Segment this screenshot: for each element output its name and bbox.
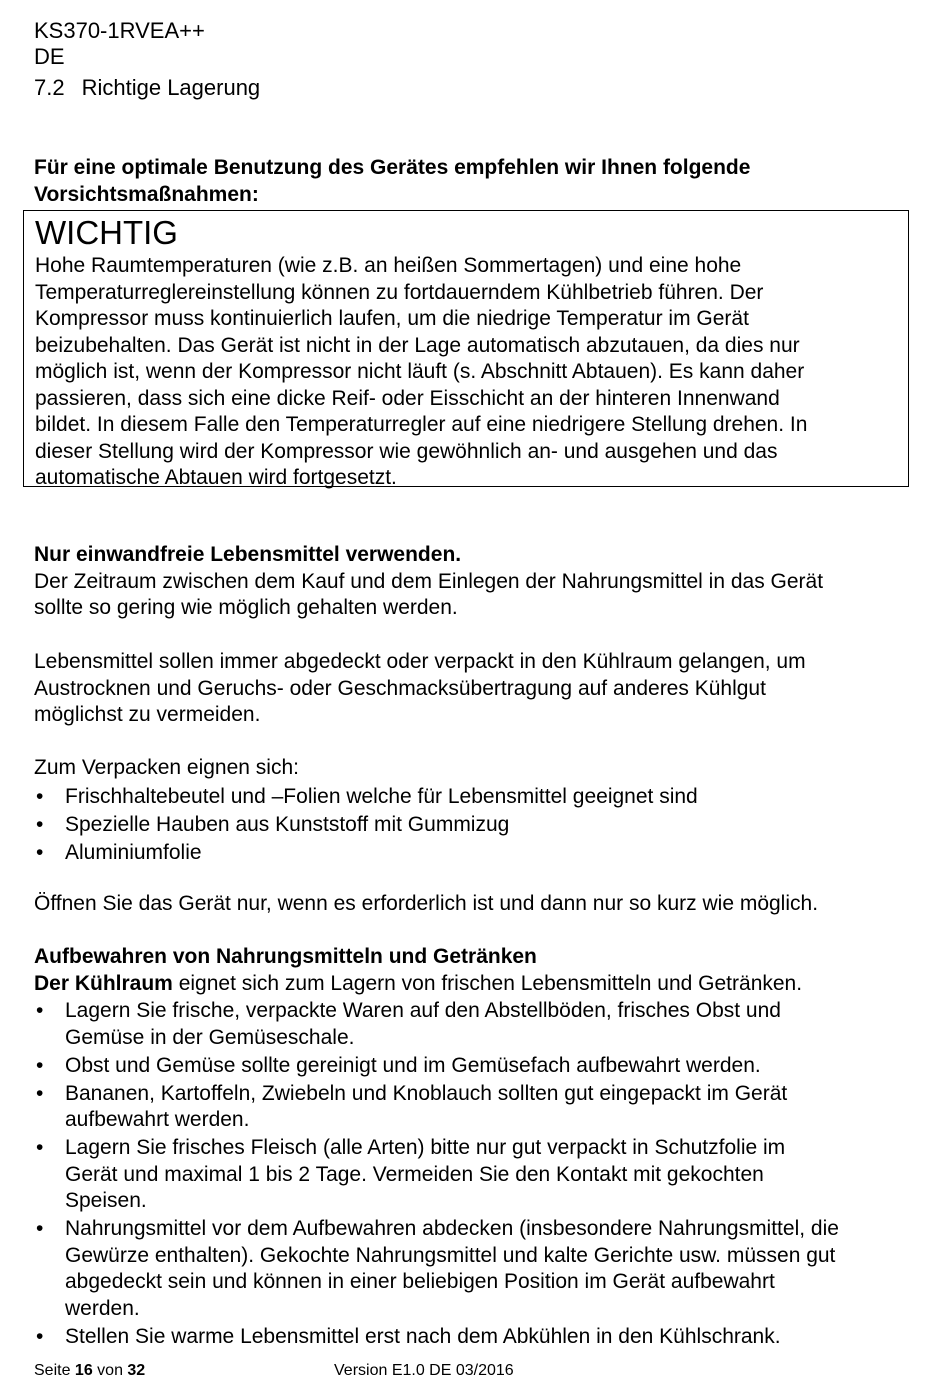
list-item-text: Nahrungsmittel vor dem Aufbewahren abdecken (insbesondere Nahrungsmittel, die: [65, 1217, 839, 1240]
storage-heading: Aufbewahren von Nahrungsmitteln und Getränken: [34, 945, 537, 968]
list-item: [34, 1324, 924, 1351]
warning-line: Temperaturreglereinstellung können zu fortdauerndem Kühlbetrieb führen. Der: [35, 280, 764, 304]
list-item: [34, 998, 924, 1051]
bullet-icon: •: [36, 812, 44, 836]
page-current: 16: [74, 1362, 93, 1379]
bullet-icon: •: [36, 1081, 44, 1105]
warning-title: WICHTIG: [35, 214, 178, 251]
warning-line: möglich ist, wenn der Kompressor nicht läuft (s. Abschnitt Abtauen). Es kann daher: [35, 360, 805, 383]
list-item-text: Stellen Sie warme Lebensmittel erst nach dem Abkühlen in den Kühlschrank.: [65, 1324, 781, 1348]
food-heading: Nur einwandfreie Lebensmittel verwenden.: [34, 543, 462, 566]
packing-block: [34, 755, 914, 866]
list-item-text: Gemüse in der Gemüseschale.: [65, 1025, 355, 1049]
food-para1-line: sollte so gering wie möglich gehalten werden.: [34, 596, 458, 619]
section-heading: [34, 75, 260, 101]
bullet-icon: •: [36, 1136, 44, 1159]
open-note: Öffnen Sie das Gerät nur, wenn es erforderlich ist und dann nur so kurz wie möglich.: [34, 892, 819, 915]
food-para2-line: Lebensmittel sollen immer abgedeckt oder verpackt in den Kühlraum gelangen, um: [34, 650, 806, 673]
warning-line: dieser Stellung wird der Kompressor wie gewöhnlich an- und ausgehen und das: [35, 439, 778, 463]
list-item-text: Lagern Sie frische, verpackte Waren auf den Abstellböden, frisches Obst und: [65, 999, 781, 1022]
warning-line: beizubehalten. Das Gerät ist nicht in der Lage automatisch abzutauen, da dies nur: [35, 333, 800, 357]
list-item-text: abgedeckt sein und können in einer beliebigen Position im Gerät aufbewahrt: [65, 1270, 775, 1293]
warning-line: Kompressor muss kontinuierlich laufen, um die niedrige Temperatur im Gerät: [35, 307, 749, 330]
warning-line: automatische Abtauen wird fortgesetzt.: [35, 466, 397, 489]
list-item-text: aufbewahrt werden.: [65, 1108, 250, 1131]
version-info: Version E1.0 DE 03/2016: [334, 1362, 514, 1379]
section-number: 7.2: [34, 75, 65, 100]
list-item: [34, 1216, 924, 1322]
intro-line: Vorsichtsmaßnahmen:: [34, 182, 259, 206]
storage-list: [34, 998, 924, 1350]
bullet-icon: •: [36, 999, 44, 1022]
list-item-text: Speisen.: [65, 1189, 147, 1212]
bullet-icon: •: [36, 784, 44, 808]
list-item-text: Aluminiumfolie: [65, 840, 202, 864]
warning-line: bildet. In diesem Falle den Temperaturregler auf eine niedrigere Stellung drehen. In: [35, 413, 808, 436]
list-item-text: Gewürze enthalten). Gekochte Nahrungsmittel und kalte Gerichte usw. müssen gut: [65, 1243, 836, 1267]
list-item-text: werden.: [65, 1296, 140, 1320]
packing-list: [34, 784, 914, 867]
list-item-text: Lagern Sie frisches Fleisch (alle Arten) bitte nur gut verpackt in Schutzfolie im: [65, 1136, 786, 1159]
list-item: [34, 1135, 924, 1215]
food-para2-line: möglichst zu vermeiden.: [34, 703, 261, 726]
list-item-text: Obst und Gemüse sollte gereinigt und im Gemüsefach aufbewahrt werden.: [65, 1053, 761, 1077]
language-code: DE: [34, 44, 65, 69]
food-section: [34, 542, 914, 622]
storage-lead: [34, 971, 924, 998]
intro-line: Für eine optimale Benutzung des Gerätes empfehlen wir Ihnen folgende: [34, 156, 751, 179]
intro-text: [34, 155, 750, 208]
page-number: [34, 1361, 145, 1381]
storage-lead-rest: eignet sich zum Lagern von frischen Lebensmitteln und Getränken.: [172, 971, 803, 995]
food-para2-line: Austrocknen und Geruchs- oder Geschmacksübertragung auf anderes Kühlgut: [34, 676, 766, 700]
list-item-text: Bananen, Kartoffeln, Zwiebeln und Knoblauch sollten gut eingepackt im Gerät: [65, 1081, 788, 1105]
list-item: [34, 1081, 924, 1134]
warning-box: [23, 210, 909, 487]
list-item-text: Spezielle Hauben aus Kunststoff mit Gummizug: [65, 812, 510, 836]
page-mid: von: [92, 1362, 128, 1379]
list-item: [34, 812, 914, 839]
storage-lead-bold: Der Kühlraum: [34, 971, 173, 995]
page-total: 32: [127, 1362, 146, 1379]
bullet-icon: •: [36, 840, 44, 864]
warning-line: Hohe Raumtemperaturen (wie z.B. an heißen Sommertagen) und eine hohe: [35, 254, 742, 277]
warning-line: passieren, dass sich eine dicke Reif- oder Eisschicht an der hinteren Innenwand: [35, 386, 780, 410]
list-item: [34, 1053, 924, 1080]
bullet-icon: •: [36, 1053, 44, 1077]
warning-text: [35, 253, 903, 492]
bullet-icon: •: [36, 1324, 44, 1348]
bullet-icon: •: [36, 1217, 44, 1240]
section-title: Richtige Lagerung: [81, 75, 261, 100]
food-para1-line: Der Zeitraum zwischen dem Kauf und dem Einlegen der Nahrungsmittel in das Gerät: [34, 569, 824, 593]
list-item-text: Gerät und maximal 1 bis 2 Tage. Vermeiden Sie den Kontakt mit gekochten: [65, 1162, 764, 1186]
food-para2: [34, 649, 914, 729]
model-number: KS370-1RVEA++: [34, 18, 205, 43]
list-item-text: Frischhaltebeutel und –Folien welche für Lebensmittel geeignet sind: [65, 784, 698, 808]
packing-intro: Zum Verpacken eignen sich:: [34, 756, 299, 779]
list-item: [34, 784, 914, 811]
page-prefix: Seite: [34, 1362, 75, 1379]
list-item: [34, 840, 914, 867]
storage-section: [34, 944, 924, 1350]
